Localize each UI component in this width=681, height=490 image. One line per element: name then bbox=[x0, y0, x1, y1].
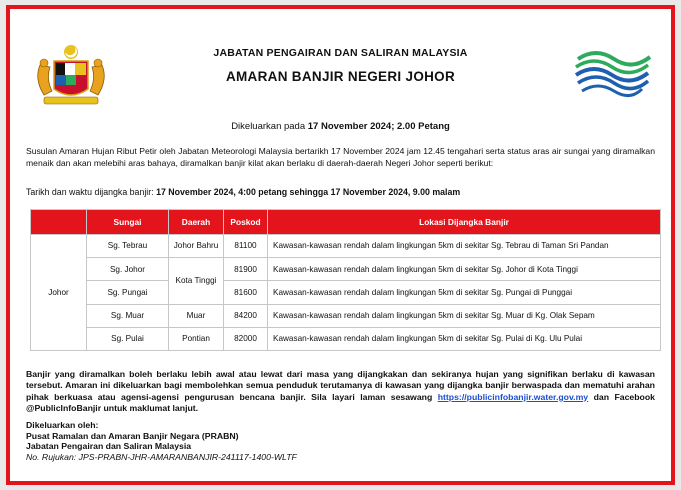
expected-value: 17 November 2024, 4:00 petang sehingga 17 November 2024, 9.00 malam bbox=[156, 187, 461, 197]
lokasi-cell: Kawasan-kawasan rendah dalam lingkungan 5km di sekitar Sg. Johor di Kota Tinggi bbox=[268, 258, 661, 281]
jps-water-waves-logo bbox=[572, 47, 652, 99]
advisory-text: Banjir yang diramalkan boleh berlaku lebih awal atau lewat dari masa yang dijangkakan dan sekiranya hujan yang signifikan berlaku di kawasan tersebut. Amaran ini dikeluarkan bagi membolehkan semua penduduk terutamanya di kawasan yang dijangka banjir berwaspada dan mematuhi arahan pihak berkuasa atau agensi-agensi pengurusan bencana banjir. Sila layari laman sesawang bbox=[26, 369, 655, 402]
document-title: AMARAN BANJIR NEGERI JOHOR bbox=[225, 69, 456, 84]
sungai-cell: Sg. Pungai bbox=[87, 281, 169, 304]
table-row bbox=[31, 235, 661, 258]
intro-paragraph: Susulan Amaran Hujan Ribut Petir oleh Jabatan Meteorologi Malaysia bertarikh 17 November 2024 jam 12.45 tengahari serta status aras air sungai yang diramalkan menaik dan akan melebihi aras bahaya, diramalkan banjir kilat akan berlaku di daerah-daerah Negeri Johor seperti berikut: bbox=[26, 146, 655, 168]
advisory-text-end: dan Facebook @PublicInfoBanjir untuk maklumat lanjut. bbox=[26, 391, 655, 413]
poskod-cell: 82000 bbox=[224, 327, 268, 350]
advisory-note bbox=[26, 369, 655, 414]
header-poskod: Poskod bbox=[224, 210, 268, 235]
flood-warning-document bbox=[6, 5, 675, 485]
poskod-cell: 81900 bbox=[224, 258, 268, 281]
issuer-line-2: Jabatan Pengairan dan Saliran Malaysia bbox=[26, 441, 192, 452]
lokasi-cell: Kawasan-kawasan rendah dalam lingkungan 5km di sekitar Sg. Tebrau di Taman Sri Pandan bbox=[268, 235, 661, 258]
expected-label: Tarikh dan waktu dijangka banjir: bbox=[26, 187, 157, 197]
poskod-cell: 81600 bbox=[224, 281, 268, 304]
sungai-cell: Sg. Tebrau bbox=[87, 235, 169, 258]
header-sungai: Sungai bbox=[87, 210, 169, 235]
sungai-cell: Sg. Muar bbox=[87, 304, 169, 327]
sungai-cell: Sg. Johor bbox=[87, 258, 169, 281]
issuer-label: Dikeluarkan oleh: bbox=[26, 420, 99, 430]
daerah-cell: Pontian bbox=[169, 327, 224, 350]
daerah-cell: Muar bbox=[169, 304, 224, 327]
issued-date bbox=[10, 121, 671, 132]
header-state bbox=[31, 210, 87, 235]
issued-datetime: 17 November 2024; 2.00 Petang bbox=[307, 121, 450, 132]
poskod-cell: 81100 bbox=[224, 235, 268, 258]
daerah-cell: Johor Bahru bbox=[169, 235, 224, 258]
issuer-block bbox=[26, 420, 297, 462]
expected-flood-time bbox=[26, 187, 655, 197]
table-row bbox=[31, 258, 661, 281]
reference-number: No. Rujukan: JPS-PRABN-JHR-AMARANBANJIR-241117-1400-WLTF bbox=[26, 451, 297, 462]
flood-locations-table bbox=[30, 209, 661, 351]
lokasi-cell: Kawasan-kawasan rendah dalam lingkungan 5km di sekitar Sg. Pungai di Punggai bbox=[268, 281, 661, 304]
publicinfobanjir-link[interactable]: https://publicinfobanjir.water.gov.my bbox=[437, 391, 589, 402]
state-cell: Johor bbox=[31, 235, 87, 351]
lokasi-cell: Kawasan-kawasan rendah dalam lingkungan 5km di sekitar Sg. Muar di Kg. Olak Sepam bbox=[268, 304, 661, 327]
poskod-cell: 84200 bbox=[224, 304, 268, 327]
table-row bbox=[31, 327, 661, 350]
issued-prefix: Dikeluarkan pada bbox=[231, 121, 308, 132]
issuer-line-1: Pusat Ramalan dan Amaran Banjir Negara (PRABN) bbox=[26, 430, 239, 441]
sungai-cell: Sg. Pulai bbox=[87, 327, 169, 350]
organisation-name: JABATAN PENGAIRAN DAN SALIRAN MALAYSIA bbox=[213, 47, 468, 59]
daerah-cell: Kota Tinggi bbox=[169, 258, 224, 304]
header-lokasi: Lokasi Dijangka Banjir bbox=[268, 210, 661, 235]
table-row bbox=[31, 281, 661, 304]
lokasi-cell: Kawasan-kawasan rendah dalam lingkungan 5km di sekitar Sg. Pulai di Kg. Ulu Pulai bbox=[268, 327, 661, 350]
table-row bbox=[31, 304, 661, 327]
table-header-row bbox=[31, 210, 661, 235]
header-daerah: Daerah bbox=[169, 210, 224, 235]
